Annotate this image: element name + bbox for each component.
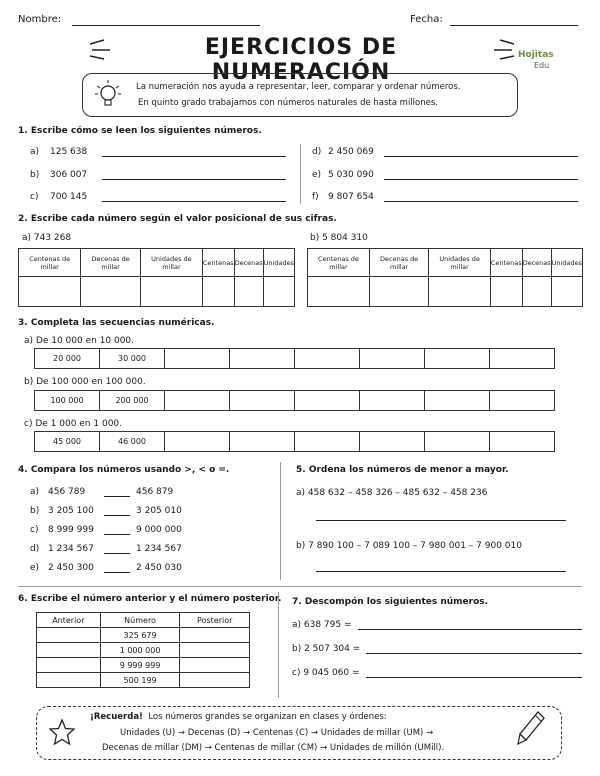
- s4-compare-line[interactable]: [104, 553, 130, 554]
- s4-item-label: c): [30, 525, 39, 535]
- pv-cell[interactable]: [522, 277, 551, 307]
- s1-item-value: 2 450 069: [328, 147, 374, 157]
- s4-compare-line[interactable]: [104, 534, 130, 535]
- s3-seq-label: b) De 100 000 en 100 000.: [24, 377, 146, 387]
- s6-cell[interactable]: [180, 643, 250, 658]
- s1-answer-line[interactable]: [384, 156, 578, 157]
- remember-line3: Decenas de millar (DM) → Centenas de millar (CM) → Unidades de millón (UMill).: [102, 743, 445, 753]
- seq-cell[interactable]: [165, 391, 230, 411]
- lightbulb-icon: [92, 78, 124, 112]
- seq-cell[interactable]: [425, 432, 490, 452]
- s3-title: 3. Completa las secuencias numéricas.: [18, 318, 215, 328]
- pencil-icon: [516, 710, 546, 750]
- s5-a-answer-line[interactable]: [316, 520, 566, 521]
- decor-lines-right-icon: [490, 38, 516, 60]
- s1-answer-line[interactable]: [384, 201, 578, 202]
- seq-cell: 20 000: [35, 349, 100, 369]
- s7-answer-line[interactable]: [366, 653, 582, 654]
- pv-header: Centenas: [202, 249, 234, 277]
- s1-item-label: b): [30, 170, 40, 180]
- intro-box: [82, 73, 518, 117]
- s2-a-label: a) 743 268: [22, 233, 72, 243]
- s1-item-value: 700 145: [50, 192, 88, 202]
- s7-answer-line[interactable]: [366, 677, 582, 678]
- s4-item-right: 456 879: [136, 487, 174, 497]
- pv-cell[interactable]: [202, 277, 234, 307]
- s4-compare-line[interactable]: [104, 496, 130, 497]
- s4-compare-line[interactable]: [104, 572, 130, 573]
- s6-header: Anterior: [37, 613, 101, 628]
- s6-number: 9 999 999: [100, 658, 180, 673]
- s6-cell[interactable]: [180, 673, 250, 688]
- s2-table-b: [307, 248, 583, 307]
- fecha-line[interactable]: [450, 25, 578, 26]
- s2-table-a: [18, 248, 295, 307]
- s6-header: Número: [100, 613, 180, 628]
- s1-item-label: d): [312, 147, 322, 157]
- s7-item: b) 2 507 304 =: [292, 644, 361, 654]
- remember-text: Los números grandes se organizan en clases y órdenes:: [148, 712, 387, 722]
- s4-item-right: 3 205 010: [136, 506, 182, 516]
- seq-cell[interactable]: [490, 391, 555, 411]
- seq-cell[interactable]: [230, 391, 295, 411]
- pv-header: Decenas: [234, 249, 263, 277]
- s1-item-label: c): [30, 192, 39, 202]
- seq-cell[interactable]: [165, 349, 230, 369]
- pv-header: Centenas: [490, 249, 522, 277]
- seq-cell[interactable]: [295, 432, 360, 452]
- s3-seq-b: [34, 390, 555, 411]
- s4-item-right: 2 450 030: [136, 563, 182, 573]
- s4-item-label: b): [30, 506, 40, 516]
- remember-bold: ¡Recuerda!: [90, 712, 143, 722]
- s4-item-left: 456 789: [48, 487, 86, 497]
- seq-cell[interactable]: [230, 432, 295, 452]
- s6-cell[interactable]: [37, 673, 101, 688]
- pv-cell[interactable]: [551, 277, 582, 307]
- s1-item-label: f): [312, 192, 319, 202]
- pv-header: Decenas: [522, 249, 551, 277]
- s4-item-right: 1 234 567: [136, 544, 182, 554]
- s6-s7-divider: [278, 592, 279, 698]
- s5-b-text: b) 7 890 100 – 7 089 100 – 7 980 001 – 7 900 010: [296, 541, 522, 551]
- s6-cell[interactable]: [37, 658, 101, 673]
- pv-cell[interactable]: [81, 277, 141, 307]
- s1-item-value: 5 030 090: [328, 170, 374, 180]
- seq-cell[interactable]: [295, 391, 360, 411]
- intro-line1: La numeración nos ayuda a representar, leer, comparar y ordenar números.: [136, 82, 461, 92]
- s5-b-answer-line[interactable]: [316, 571, 566, 572]
- s4-compare-line[interactable]: [104, 515, 130, 516]
- s1-item-value: 125 638: [50, 147, 88, 157]
- s6-number: 1 000 000: [100, 643, 180, 658]
- s6-number: 500 199: [100, 673, 180, 688]
- pv-cell[interactable]: [308, 277, 370, 307]
- remember-line2: Unidades (U) → Decenas (D) → Centenas (C) → Unidades de millar (UM) →: [120, 728, 434, 738]
- s1-item-label: a): [30, 147, 40, 157]
- s7-title: 7. Descompón los siguientes números.: [292, 597, 489, 607]
- pv-header: Centenas de millar: [308, 249, 370, 277]
- s4-title: 4. Compara los números usando >, < o =.: [18, 465, 230, 475]
- s2-b-label: b) 5 804 310: [310, 233, 368, 243]
- s1-answer-line[interactable]: [102, 156, 286, 157]
- remember-line1: [90, 712, 387, 722]
- seq-cell[interactable]: [165, 432, 230, 452]
- s6-title: 6. Escribe el número anterior y el número posterior.: [18, 594, 282, 604]
- s6-cell[interactable]: [37, 628, 101, 643]
- s3-seq-a: [34, 348, 555, 369]
- s7-answer-line[interactable]: [358, 629, 582, 630]
- s1-divider: [300, 144, 301, 204]
- decor-lines-left-icon: [88, 38, 114, 60]
- s6-cell[interactable]: [180, 658, 250, 673]
- s1-answer-line[interactable]: [102, 201, 286, 202]
- section-divider: [18, 586, 582, 587]
- seq-cell: 200 000: [100, 391, 165, 411]
- pv-header: Decenas de millar: [81, 249, 141, 277]
- s1-item-value: 306 007: [50, 170, 88, 180]
- nombre-line[interactable]: [72, 25, 260, 26]
- s4-item-label: e): [30, 563, 40, 573]
- seq-cell[interactable]: [425, 349, 490, 369]
- s4-item-right: 9 000 000: [136, 525, 182, 535]
- s1-item-label: e): [312, 170, 322, 180]
- seq-cell[interactable]: [425, 391, 490, 411]
- s2-title: 2. Escribe cada número según el valor posicional de sus cifras.: [18, 214, 337, 224]
- s4-item-left: 2 450 300: [48, 563, 94, 573]
- seq-cell[interactable]: [230, 349, 295, 369]
- s4-item-left: 3 205 100: [48, 506, 94, 516]
- seq-cell[interactable]: [295, 349, 360, 369]
- s5-title: 5. Ordena los números de menor a mayor.: [296, 465, 509, 475]
- s6-cell[interactable]: [37, 643, 101, 658]
- s5-a-text: a) 458 632 – 458 326 – 485 632 – 458 236: [296, 488, 488, 498]
- seq-cell[interactable]: [490, 432, 555, 452]
- s1-answer-line[interactable]: [384, 179, 578, 180]
- s3-seq-label: c) De 1 000 en 1 000.: [24, 419, 123, 429]
- logo: Hojitas: [518, 50, 554, 60]
- s1-answer-line[interactable]: [102, 179, 286, 180]
- seq-cell[interactable]: [360, 432, 425, 452]
- pv-header: Decenas de millar: [369, 249, 428, 277]
- seq-cell: 45 000: [35, 432, 100, 452]
- s3-seq-label: a) De 10 000 en 10 000.: [24, 336, 135, 346]
- page-title: EJERCICIOS DE NUMERACIÓN: [204, 35, 398, 85]
- pv-cell[interactable]: [140, 277, 202, 307]
- seq-cell[interactable]: [360, 391, 425, 411]
- s4-item-left: 1 234 567: [48, 544, 94, 554]
- s4-item-left: 8 999 999: [48, 525, 94, 535]
- seq-cell: 46 000: [100, 432, 165, 452]
- s6-header: Posterior: [180, 613, 250, 628]
- seq-cell[interactable]: [490, 349, 555, 369]
- pv-cell[interactable]: [429, 277, 491, 307]
- s6-cell[interactable]: [180, 628, 250, 643]
- pv-cell[interactable]: [263, 277, 294, 307]
- s4-item-label: a): [30, 487, 40, 497]
- pv-cell[interactable]: [234, 277, 263, 307]
- s1-title: 1. Escribe cómo se leen los siguientes números.: [18, 126, 262, 136]
- pv-header: Unidades de millar: [140, 249, 202, 277]
- seq-cell: 30 000: [100, 349, 165, 369]
- s6-table: [36, 612, 250, 688]
- pv-header: Centenas de millar: [19, 249, 81, 277]
- seq-cell: 100 000: [35, 391, 100, 411]
- star-icon: [48, 718, 76, 746]
- s6-number: 325 679: [100, 628, 180, 643]
- nombre-label: Nombre:: [18, 14, 62, 25]
- pv-header: Unidades: [263, 249, 294, 277]
- s4-item-label: d): [30, 544, 40, 554]
- intro-line2: En quinto grado trabajamos con números naturales de hasta millones.: [138, 98, 438, 108]
- pv-header: Unidades: [551, 249, 582, 277]
- pv-header: Unidades de millar: [429, 249, 491, 277]
- fecha-label: Fecha:: [410, 14, 443, 25]
- s1-item-value: 9 807 654: [328, 192, 374, 202]
- s3-seq-c: [34, 431, 555, 452]
- pv-cell[interactable]: [19, 277, 81, 307]
- seq-cell[interactable]: [360, 349, 425, 369]
- pv-cell[interactable]: [490, 277, 522, 307]
- pv-cell[interactable]: [369, 277, 428, 307]
- s7-item: c) 9 045 060 =: [292, 668, 360, 678]
- logo-sub: Edu: [534, 61, 550, 70]
- s7-item: a) 638 795 =: [292, 620, 352, 630]
- s4-s5-divider: [280, 462, 281, 580]
